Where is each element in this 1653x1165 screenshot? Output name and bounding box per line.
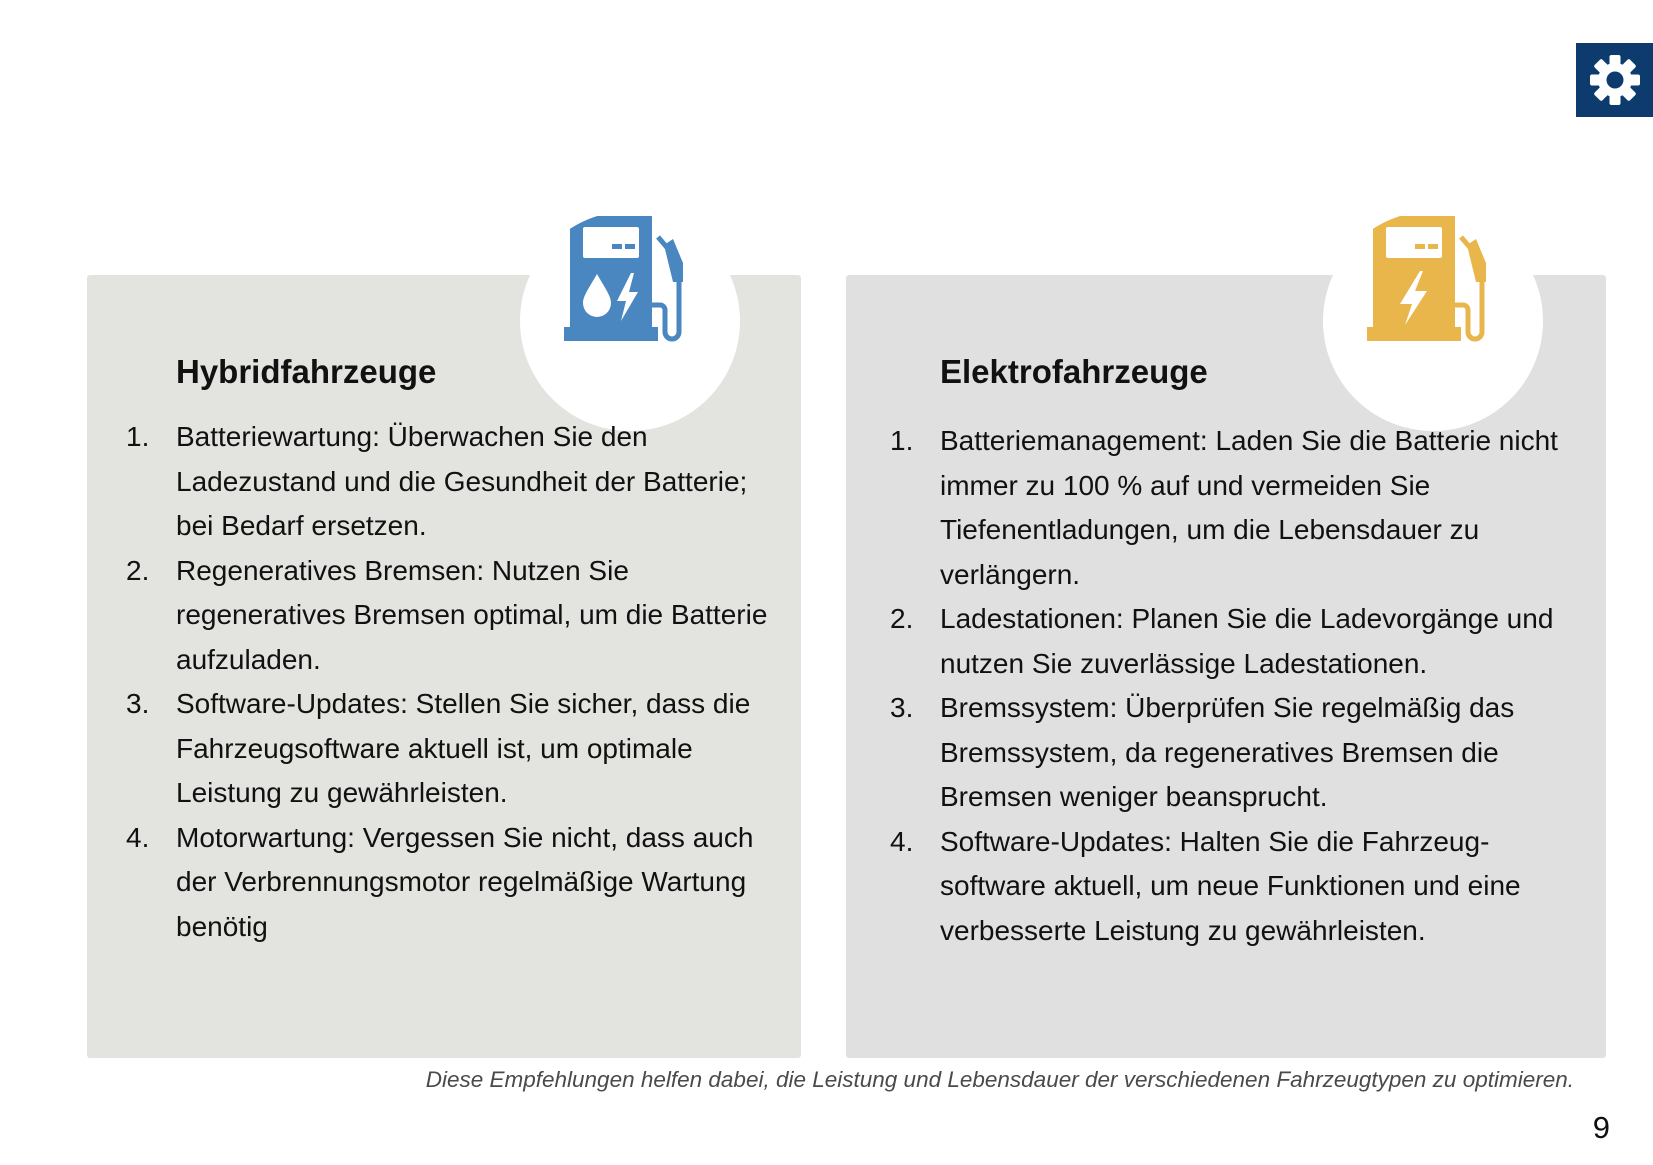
item-number: 3. xyxy=(890,692,914,723)
item-number: 3. xyxy=(126,688,150,719)
electric-title: Elektrofahrzeuge xyxy=(940,353,1208,390)
electric-icon-badge xyxy=(1323,211,1543,431)
item-text: Motorwartung: Vergessen Sie nicht, dass auch der Verbrennungsmotor regelmäßige Wartung benötig xyxy=(176,821,754,942)
footnote: Diese Empfehlungen helfen dabei, die Leistung und Lebensdauer der verschiedenen Fahrzeugtypen zu optimieren. xyxy=(425,1067,1574,1092)
electric-charger-icon xyxy=(1365,215,1495,345)
item-text: Software-Updates: Stellen Sie sicher, dass die Fahrzeugsoftware aktuell ist, um optimale Leistung zu gewährleisten. xyxy=(176,688,751,808)
item-text: Batteriewartung: Überwachen Sie den Ladezustand und die Gesundheit der Batterie; bei Bedarf ersetzen. xyxy=(176,421,748,541)
item-number: 2. xyxy=(126,554,150,586)
item-number: 4. xyxy=(126,821,150,853)
gear-icon xyxy=(1589,54,1641,106)
list-item xyxy=(890,597,1580,686)
item-text: Software-Updates: Halten Sie die Fahrzeugsoftware aktuell, um neue Funktionen und eine verbesserte Leistung zu gewährleisten. xyxy=(940,825,1521,946)
hybrid-recommendations-list xyxy=(126,415,776,949)
item-number: 4. xyxy=(890,825,914,857)
list-item xyxy=(890,820,1580,954)
item-text: Bremssystem: Überprüfen Sie regelmäßig das Bremssystem, da regeneratives Bremsen die Bremsen weniger beansprucht. xyxy=(940,692,1515,812)
electric-vehicles-card xyxy=(846,275,1606,1058)
item-number: 1. xyxy=(890,425,914,456)
hybrid-vehicles-card xyxy=(87,275,801,1058)
list-item xyxy=(126,415,776,549)
item-number: 2. xyxy=(890,603,914,634)
page-number: 9 xyxy=(1592,1110,1610,1145)
hybrid-icon-badge xyxy=(520,211,740,431)
fuel-pump-hybrid-icon xyxy=(562,215,692,345)
item-text: Batteriemanagement: Laden Sie die Batterie nicht immer zu 100 % auf und vermeiden Sie Tiefenentladungen, um die Lebensdauer zu verlängern. xyxy=(940,425,1558,590)
settings-tab[interactable] xyxy=(1576,43,1653,117)
list-item xyxy=(890,686,1580,820)
item-text: Ladestationen: Planen Sie die Ladevorgänge und nutzen Sie zuverlässige Ladestationen. xyxy=(940,603,1554,679)
electric-recommendations-list xyxy=(890,419,1580,953)
list-item xyxy=(126,682,776,816)
list-item xyxy=(126,816,776,950)
hybrid-title: Hybridfahrzeuge xyxy=(176,353,437,390)
list-item xyxy=(890,419,1580,597)
item-number: 1. xyxy=(126,421,150,452)
item-text: Regeneratives Bremsen: Nutzen Sie regeneratives Bremsen optimal, um die Batterie aufzuladen. xyxy=(176,554,768,675)
list-item xyxy=(126,549,776,683)
